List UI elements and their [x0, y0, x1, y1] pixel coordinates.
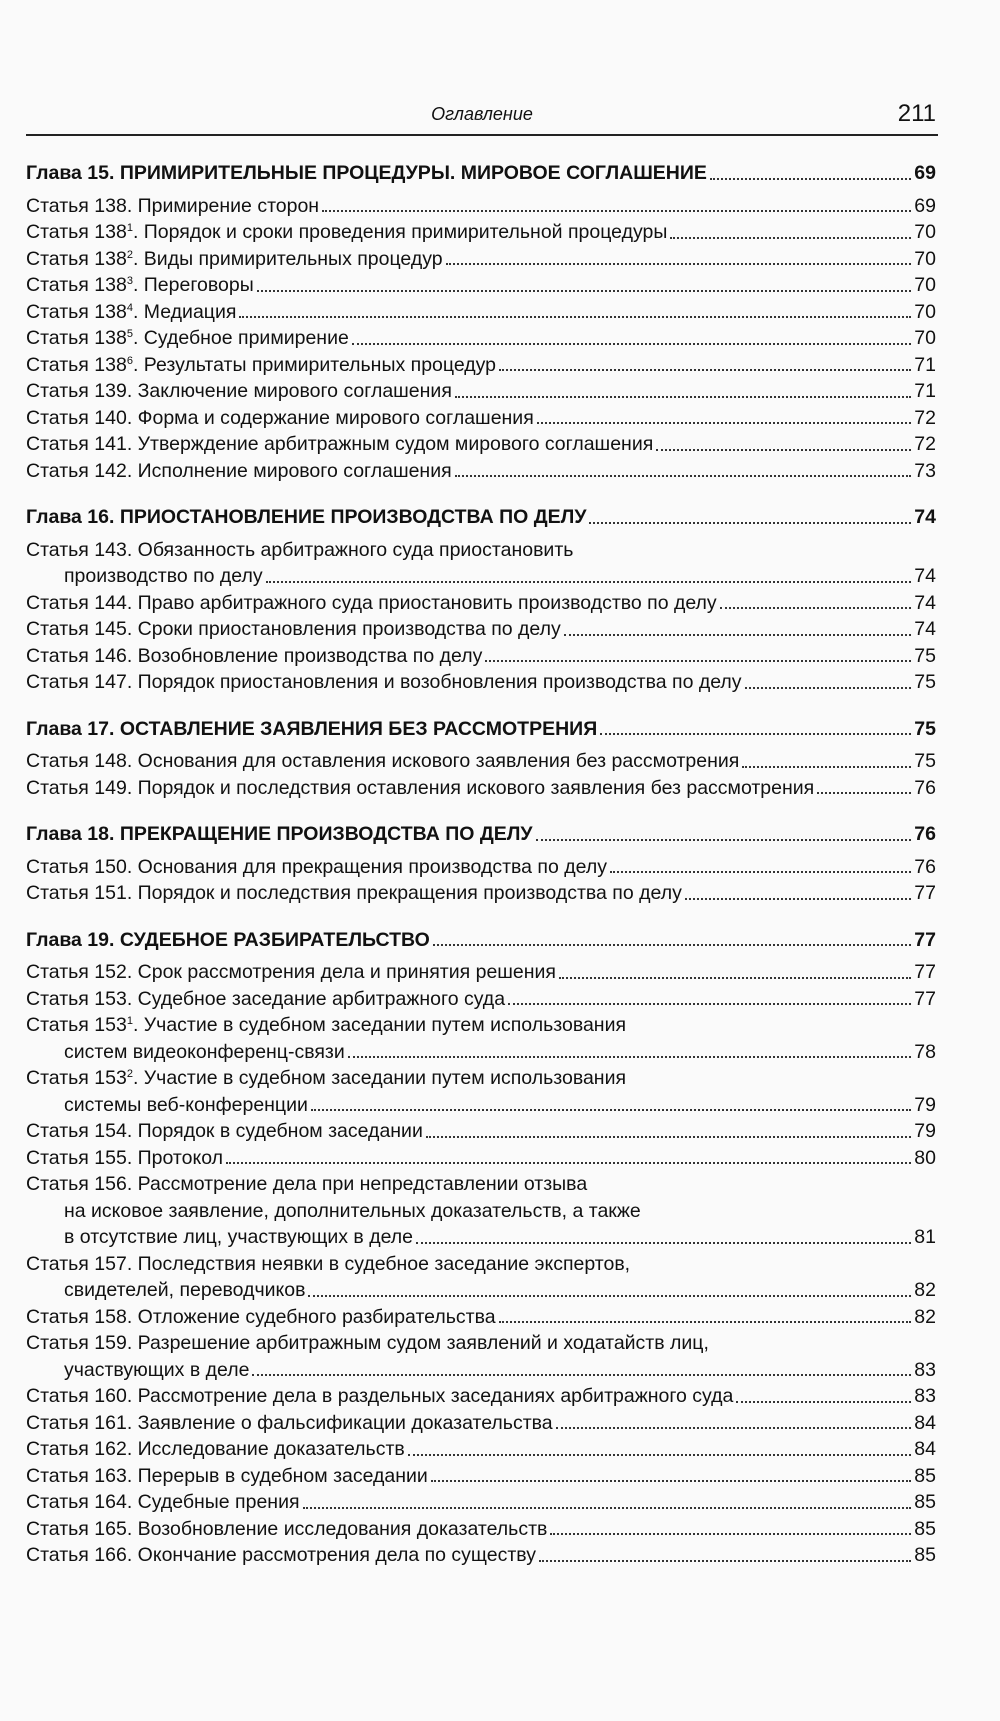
entry-page: 70 [914, 274, 936, 296]
dot-leader [745, 687, 912, 689]
toc-entry[interactable] [26, 1489, 936, 1516]
toc-entry[interactable] [26, 1145, 936, 1172]
dot-leader [550, 1533, 911, 1535]
toc-entry[interactable] [26, 1118, 936, 1145]
toc-entry[interactable] [26, 854, 936, 881]
entry-page: 78 [914, 1040, 936, 1063]
dot-leader [266, 581, 912, 583]
chapter-title[interactable] [26, 160, 936, 187]
entry-title-continuation: в отсутствие лиц, участвующих в деле [64, 1226, 414, 1248]
dot-leader [736, 1401, 911, 1403]
entry-page: 75 [914, 717, 936, 740]
entry-title-last-line [26, 1039, 936, 1066]
entry-page: 76 [914, 855, 936, 878]
dot-leader [600, 733, 911, 735]
entry-title: Статья 161. Заявление о фальсификации доказательства [26, 1411, 553, 1434]
entry-title: Статья 159. Разрешение арбитражным судом заявлений и ходатайств лиц, [26, 1332, 709, 1354]
chapter-title[interactable] [26, 927, 936, 954]
entry-title: Статья 164. Судебные прения [26, 1491, 300, 1513]
entry-page: 85 [914, 1491, 936, 1513]
entry-title: Статья 139. Заключение мирового соглашения [26, 380, 452, 402]
toc-entry[interactable] [26, 775, 936, 802]
dot-leader [303, 1507, 912, 1509]
chapter-section [26, 821, 936, 907]
entry-title-last-line [26, 563, 936, 590]
table-of-contents [26, 160, 936, 1589]
chapter-section [26, 504, 936, 696]
entry-page: 77 [914, 928, 936, 951]
entry-page: 72 [914, 433, 936, 455]
entry-title: Статья 153. Судебное заседание арбитражного суда [26, 987, 506, 1010]
toc-entry[interactable] [26, 352, 936, 379]
toc-entry[interactable] [26, 959, 936, 986]
entry-page: 70 [914, 327, 936, 349]
entry-title: Статья 151. Порядок и последствия прекращения производства по делу [26, 882, 682, 904]
entry-title: Статья 152. Срок рассмотрения дела и принятия решения [26, 961, 556, 983]
toc-entry[interactable] [26, 1012, 936, 1065]
entry-title: Статья 148. Основания для оставления искового заявления без рассмотрения [26, 750, 740, 772]
running-title: Оглавление [431, 104, 533, 124]
dot-leader [817, 792, 911, 794]
dot-leader [536, 839, 912, 841]
entry-page: 85 [914, 1464, 936, 1487]
chapter-title-text: Глава 17. ОСТАВЛЕНИЕ ЗАЯВЛЕНИЯ БЕЗ РАССМОТРЕНИЯ [26, 717, 598, 740]
dot-leader [720, 607, 912, 609]
entry-title-continuation: систем видеоконференц-связи [64, 1040, 345, 1063]
entry-title: Статья 145. Сроки приостановления производства по делу [26, 618, 561, 640]
toc-entry[interactable] [26, 880, 936, 907]
toc-entry[interactable] [26, 219, 936, 246]
entry-page: 71 [914, 353, 936, 376]
dot-leader [710, 178, 911, 180]
entry-title: Статья $138^4$. Медиация [26, 300, 237, 323]
entry-page: 74 [914, 565, 936, 587]
entry-page: 72 [914, 406, 936, 429]
entry-title: Статья 155. Протокол [26, 1146, 224, 1169]
entry-page: 79 [914, 1093, 936, 1116]
toc-entry[interactable] [26, 1410, 936, 1437]
entry-title: Статья 140. Форма и содержание мирового соглашения [26, 406, 534, 429]
chapter-title[interactable] [26, 821, 936, 848]
entry-page: 69 [914, 162, 936, 184]
dot-leader [537, 422, 912, 424]
toc-entry[interactable] [26, 1304, 936, 1331]
chapter-section [26, 160, 936, 484]
entry-title: Статья 166. Окончание рассмотрения дела по существу [26, 1544, 536, 1566]
entry-page: 82 [914, 1279, 936, 1301]
toc-entry[interactable] [26, 246, 936, 273]
entry-title: Статья 142. Исполнение мирового соглашения [26, 459, 452, 482]
entry-page: 75 [914, 644, 936, 667]
dot-leader [239, 316, 911, 318]
entry-page: 84 [914, 1411, 936, 1434]
toc-entry[interactable] [26, 1251, 936, 1304]
entry-title: Статья $153^2$. Участие в судебном заседании путем использования [26, 1067, 627, 1089]
dot-leader [252, 1374, 911, 1376]
entry-page: 73 [914, 459, 936, 482]
chapter-title[interactable] [26, 716, 936, 743]
entry-title-continuation: системы веб-конференции [64, 1093, 308, 1116]
entry-title: Статья $153^1$. Участие в судебном заседании путем использования [26, 1014, 627, 1036]
toc-entry[interactable] [26, 643, 936, 670]
toc-entry[interactable] [26, 590, 936, 617]
toc-entry[interactable] [26, 193, 936, 220]
dot-leader [426, 1136, 911, 1138]
entry-page: 79 [914, 1120, 936, 1142]
toc-entry[interactable] [26, 537, 936, 590]
dot-leader [455, 396, 911, 398]
entry-page: 76 [914, 823, 936, 845]
entry-title-last-line [26, 1277, 936, 1304]
entry-title: Статья 160. Рассмотрение дела в раздельных заседаниях арбитражного суда [26, 1385, 734, 1407]
toc-entry[interactable] [26, 272, 936, 299]
entry-title: Статья 158. Отложение судебного разбирательства [26, 1305, 496, 1328]
toc-entry[interactable] [26, 616, 936, 643]
dot-leader [485, 660, 911, 662]
entry-title: Статья 141. Утверждение арбитражным судом мирового соглашения [26, 433, 654, 455]
entry-page: 83 [914, 1358, 936, 1381]
entry-page: 77 [914, 961, 936, 983]
toc-entry[interactable] [26, 748, 936, 775]
entry-title: Статья 149. Порядок и последствия оставления искового заявления без рассмотрения [26, 776, 815, 799]
dot-leader [742, 766, 911, 768]
entry-page: 74 [914, 618, 936, 640]
dot-leader [559, 977, 911, 979]
toc-entry[interactable] [26, 378, 936, 405]
toc-entry[interactable] [26, 1171, 936, 1251]
toc-entry[interactable] [26, 431, 936, 458]
entry-title-last-line [26, 1224, 936, 1251]
entry-title: Статья $138^1$. Порядок и сроки проведения примирительной процедуры [26, 221, 668, 243]
entry-page: 82 [914, 1305, 936, 1328]
dot-leader [408, 1454, 912, 1456]
entry-page: 70 [914, 300, 936, 323]
dot-leader [539, 1560, 911, 1562]
chapter-title-text: Глава 15. ПРИМИРИТЕЛЬНЫЕ ПРОЦЕДУРЫ. МИРОВОЕ СОГЛАШЕНИЕ [26, 162, 707, 184]
entry-page: 85 [914, 1517, 936, 1540]
toc-entry[interactable] [26, 986, 936, 1013]
entry-page: 75 [914, 671, 936, 693]
entry-page: 80 [914, 1146, 936, 1169]
dot-leader [656, 449, 911, 451]
entry-title: Статья 157. Последствия неявки в судебное заседание экспертов, [26, 1252, 631, 1275]
entry-page: 76 [914, 776, 936, 799]
dot-leader [308, 1295, 911, 1297]
entry-title: Статья $138^6$. Результаты примирительных процедур [26, 353, 497, 376]
toc-entry[interactable] [26, 299, 936, 326]
dot-leader [322, 210, 911, 212]
dot-leader [455, 475, 912, 477]
toc-entry[interactable] [26, 458, 936, 485]
entry-title: Статья 156. Рассмотрение дела при непредставлении отзыва [26, 1173, 588, 1195]
toc-entry[interactable] [26, 1383, 936, 1410]
entry-page: 70 [914, 247, 936, 270]
entry-title: Статья 147. Порядок приостановления и возобновления производства по делу [26, 671, 742, 693]
entry-title: Статья 165. Возобновление исследования доказательств [26, 1517, 548, 1540]
toc-entry[interactable] [26, 1542, 936, 1569]
dot-leader [670, 237, 911, 239]
dot-leader [499, 1321, 912, 1323]
dot-leader [508, 1003, 911, 1005]
dot-leader [433, 944, 911, 946]
toc-entry[interactable] [26, 1330, 936, 1383]
entry-title: Статья $138^2$. Виды примирительных процедур [26, 247, 443, 270]
dot-leader [348, 1056, 912, 1058]
dot-leader [416, 1242, 911, 1244]
entry-title: Статья $138^5$. Судебное примирение [26, 327, 349, 349]
toc-entry[interactable] [26, 405, 936, 432]
toc-entry[interactable] [26, 1516, 936, 1543]
page-number: 211 [897, 100, 936, 127]
dot-leader [556, 1427, 912, 1429]
toc-entry[interactable] [26, 325, 936, 352]
chapter-title-text: Глава 16. ПРИОСТАНОВЛЕНИЕ ПРОИЗВОДСТВА ПО ДЕЛУ [26, 506, 587, 528]
entry-page: 74 [914, 591, 936, 614]
chapter-section [26, 716, 936, 802]
toc-entry[interactable] [26, 669, 936, 696]
dot-leader [499, 369, 911, 371]
entry-page: 70 [914, 221, 936, 243]
toc-entry[interactable] [26, 1065, 936, 1118]
entry-title-last-line [26, 1357, 936, 1384]
entry-title: Статья 163. Перерыв в судебном заседании [26, 1464, 428, 1487]
entry-title: Статья 146. Возобновление производства по делу [26, 644, 483, 667]
entry-page: 71 [914, 380, 936, 402]
entry-page: 77 [914, 882, 936, 904]
entry-title: Статья 138. Примирение сторон [26, 194, 320, 217]
chapter-section [26, 927, 936, 1569]
entry-page: 75 [914, 750, 936, 772]
running-header [26, 100, 938, 136]
dot-leader [446, 263, 912, 265]
entry-page: 81 [914, 1226, 936, 1248]
dot-leader [589, 522, 911, 524]
dot-leader [226, 1162, 911, 1164]
chapter-title[interactable] [26, 504, 936, 531]
entry-title: Статья 143. Обязанность арбитражного суда приостановить [26, 538, 574, 561]
dot-leader [352, 343, 911, 345]
entry-title: Статья 144. Право арбитражного суда приостановить производство по делу [26, 591, 717, 614]
dot-leader [685, 898, 911, 900]
entry-page: 83 [914, 1385, 936, 1407]
entry-title-continuation: производство по делу [64, 565, 263, 587]
entry-title-continuation: свидетелей, переводчиков [64, 1279, 306, 1301]
toc-entry[interactable] [26, 1463, 936, 1490]
dot-leader [311, 1109, 911, 1111]
entry-title: Статья 162. Исследование доказательств [26, 1438, 405, 1460]
dot-leader [610, 871, 911, 873]
dot-leader [564, 634, 912, 636]
dot-leader [257, 290, 912, 292]
entry-page: 69 [914, 194, 936, 217]
toc-entry[interactable] [26, 1436, 936, 1463]
chapter-title-text: Глава 19. СУДЕБНОЕ РАЗБИРАТЕЛЬСТВО [26, 928, 430, 951]
entry-page: 85 [914, 1544, 936, 1566]
entry-title: Статья 154. Порядок в судебном заседании [26, 1120, 423, 1142]
entry-page: 77 [914, 987, 936, 1010]
chapter-title-text: Глава 18. ПРЕКРАЩЕНИЕ ПРОИЗВОДСТВА ПО ДЕЛУ [26, 823, 533, 845]
entry-title: Статья $138^3$. Переговоры [26, 274, 254, 296]
entry-title-continuation: на исковое заявление, дополнительных доказательств, а также [64, 1199, 641, 1222]
entry-title: Статья 150. Основания для прекращения производства по делу [26, 855, 607, 878]
entry-page: 74 [914, 506, 936, 528]
entry-page: 84 [914, 1438, 936, 1460]
entry-title-last-line [26, 1092, 936, 1119]
dot-leader [431, 1480, 911, 1482]
entry-title-continuation: участвующих в деле [64, 1358, 250, 1381]
